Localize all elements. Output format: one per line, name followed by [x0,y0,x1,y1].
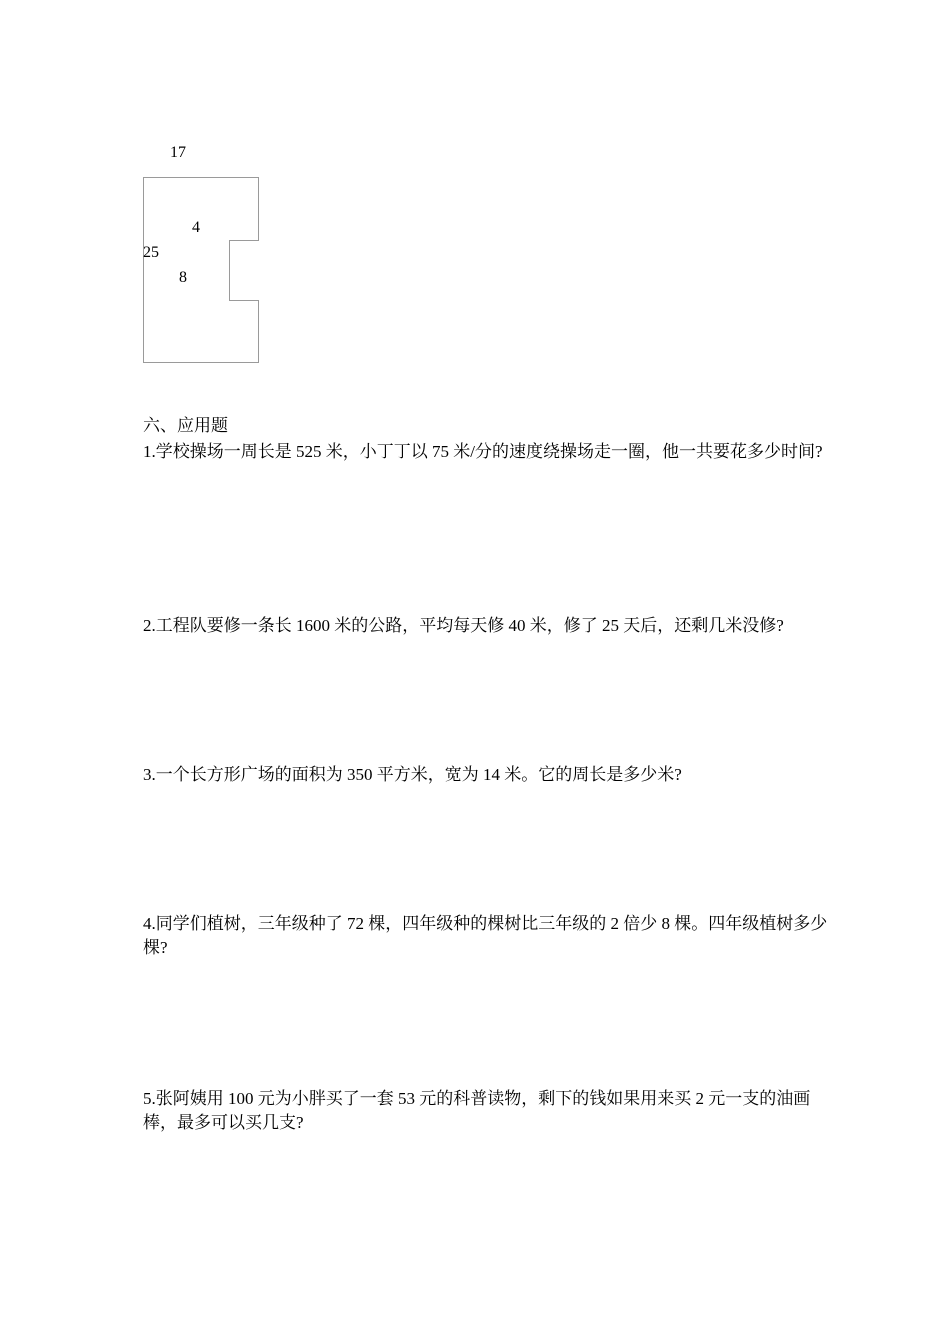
question-5: 5.张阿姨用 100 元为小胖买了一套 53 元的科普读物，剩下的钱如果用来买 2 元一支的油画棒，最多可以买几支? [143,1089,811,1132]
question-4: 4.同学们植树，三年级种了 72 棵，四年级种的棵树比三年级的 2 倍少 8 棵。四年级植树多少棵? [143,914,828,957]
figure-left-length-label: 25 [143,244,159,261]
question-3: 3.一个长方形广场的面积为 350 平方米，宽为 14 米。它的周长是多少米? [143,765,682,784]
section-title: 六、应用题 [143,416,228,435]
question-2: 2.工程队要修一条长 1600 米的公路，平均每天修 40 米，修了 25 天后，还剩几米没修? [143,616,784,635]
notched-rectangle-figure [140,140,280,370]
figure-top-length-label: 17 [170,144,186,161]
figure-notch-height-label: 8 [179,269,187,286]
question-1: 1.学校操场一周长是 525 米，小丁丁以 75 米/分的速度绕操场走一圈，他一共要花多少时间? [143,442,823,461]
figure-notch-depth-label: 4 [192,219,200,236]
figure-outline [140,140,280,370]
figure-shape [144,178,259,363]
